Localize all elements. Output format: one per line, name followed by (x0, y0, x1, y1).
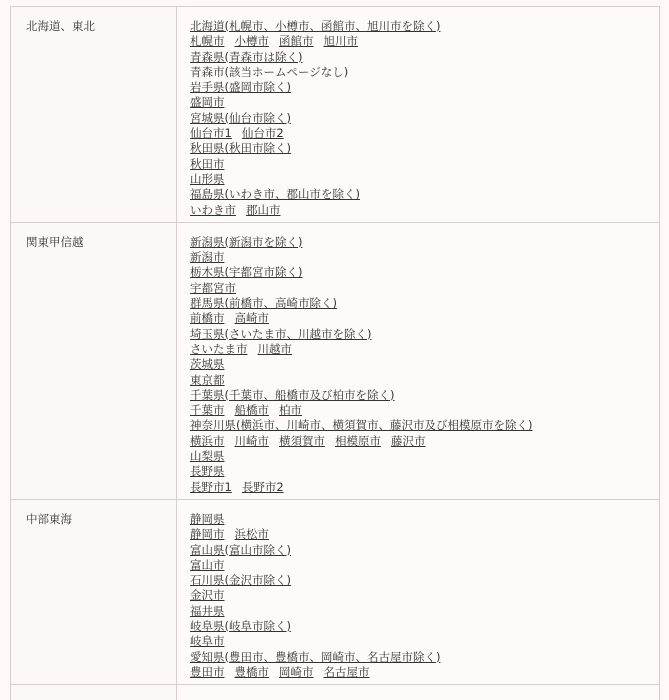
municipality-link[interactable]: 新潟県(新潟市を除く) (190, 234, 303, 249)
link-line (190, 19, 659, 34)
link-line (190, 311, 659, 326)
municipality-link[interactable]: 函館市 (279, 34, 314, 49)
municipality-link[interactable]: 栃木県(宇都宮市除く) (190, 265, 303, 280)
region-row (11, 222, 660, 499)
link-line (190, 480, 659, 495)
municipality-link[interactable]: 札幌市 (190, 34, 225, 49)
municipality-link[interactable]: 浜松市 (234, 527, 269, 542)
municipality-link[interactable]: 川崎市 (234, 433, 269, 448)
link-line (190, 235, 659, 250)
municipality-link[interactable]: 船橋市 (234, 403, 269, 418)
link-line (190, 665, 659, 680)
municipality-link[interactable]: 仙台市2 (241, 126, 284, 141)
link-line (190, 250, 659, 265)
region-name: 中部東海 (11, 499, 177, 684)
region-link-list (177, 7, 660, 223)
municipality-link[interactable]: 名古屋市 (323, 664, 370, 679)
link-line (190, 588, 659, 603)
municipality-link[interactable]: 富山市 (190, 557, 225, 572)
municipality-link[interactable]: 柏市 (279, 403, 302, 418)
municipality-link[interactable]: 宇都宮市 (190, 280, 236, 295)
region-link-list (177, 499, 660, 684)
municipality-link[interactable]: 富山県(富山市除く) (190, 542, 291, 557)
region-name: 北海道、東北 (11, 7, 177, 223)
municipality-link[interactable]: 岐阜県(岐阜市除く) (190, 618, 291, 633)
link-line (190, 65, 659, 80)
link-line (190, 50, 659, 65)
region-name-cell-partial (11, 685, 177, 700)
municipality-link[interactable]: 横浜市 (190, 433, 225, 448)
municipality-link[interactable]: 東京都 (190, 372, 225, 387)
link-line (190, 265, 659, 280)
link-line (190, 34, 659, 49)
region-name: 関東甲信越 (11, 222, 177, 499)
link-line (190, 281, 659, 296)
link-line (190, 111, 659, 126)
municipality-link[interactable]: 千葉県(千葉市、船橋市及び柏市を除く) (190, 387, 395, 402)
link-line (190, 342, 659, 357)
municipality-link[interactable]: 豊橋市 (234, 664, 269, 679)
municipality-link[interactable]: 豊田市 (190, 664, 225, 679)
municipality-link[interactable]: 高崎市 (234, 311, 269, 326)
link-line (190, 327, 659, 342)
link-line (190, 388, 659, 403)
link-line (190, 464, 659, 479)
municipality-link[interactable]: 横須賀市 (279, 433, 325, 448)
link-line (190, 187, 659, 202)
municipality-link[interactable]: 山梨県 (190, 449, 225, 464)
region-link-list (177, 222, 660, 499)
region-links-cell-partial (177, 685, 660, 700)
link-line (190, 634, 659, 649)
municipality-link[interactable]: 静岡県 (190, 511, 225, 526)
link-line (190, 172, 659, 187)
region-row (11, 7, 660, 223)
municipality-link[interactable]: 北海道(札幌市、小樽市、函館市、旭川市を除く) (190, 19, 441, 33)
region-row-partial (11, 685, 660, 700)
municipality-link[interactable]: 金沢市 (190, 588, 225, 603)
link-line (190, 157, 659, 172)
municipality-link[interactable]: 岐阜市 (190, 634, 225, 649)
municipality-link[interactable]: 新潟市 (190, 250, 225, 265)
link-line (190, 95, 659, 110)
link-line (190, 619, 659, 634)
link-line (190, 373, 659, 388)
municipality-link[interactable]: 前橋市 (190, 311, 225, 326)
municipality-link[interactable]: 秋田市 (190, 156, 225, 171)
municipality-link[interactable]: さいたま市 (190, 341, 248, 356)
municipality-link[interactable]: 静岡市 (190, 527, 225, 542)
municipality-link[interactable]: 千葉市 (190, 403, 225, 418)
municipality-link[interactable]: 群馬県(前橋市、高崎市除く) (190, 296, 337, 311)
link-line (190, 449, 659, 464)
region-links-table (10, 6, 660, 700)
municipality-link[interactable]: 旭川市 (323, 34, 358, 49)
municipality-link[interactable]: 石川県(金沢市除く) (190, 573, 291, 588)
municipality-link[interactable]: 福井県 (190, 603, 225, 618)
link-line (190, 527, 659, 542)
link-line (190, 126, 659, 141)
municipality-link[interactable]: 埼玉県(さいたま市、川越市を除く) (190, 326, 372, 341)
link-line (190, 434, 659, 449)
link-line (190, 357, 659, 372)
link-line (190, 650, 659, 665)
municipality-link[interactable]: 川越市 (257, 341, 292, 356)
link-line (190, 604, 659, 619)
municipality-link[interactable]: 盛岡市 (190, 95, 225, 110)
link-line (190, 573, 659, 588)
municipality-link[interactable]: 宮城県(仙台市除く) (190, 110, 291, 125)
municipality-link[interactable]: 岩手県(盛岡市除く) (190, 80, 291, 95)
municipality-link[interactable]: 神奈川県(横浜市、川崎市、横須賀市、藤沢市及び相模原市を除く) (190, 418, 533, 433)
municipality-link[interactable]: 長野市2 (241, 479, 284, 494)
link-line (190, 418, 659, 433)
link-line (190, 80, 659, 95)
link-line (190, 558, 659, 573)
municipality-link[interactable]: いわき市 (190, 202, 236, 217)
link-line (190, 203, 659, 218)
region-row (11, 499, 660, 684)
municipality-link[interactable]: 郡山市 (246, 202, 281, 217)
link-line (190, 141, 659, 156)
municipality-link[interactable]: 藤沢市 (391, 433, 426, 448)
municipality-link[interactable]: 秋田県(秋田市除く) (190, 141, 291, 156)
municipality-link[interactable]: 長野県 (190, 464, 225, 479)
municipality-link[interactable]: 岡崎市 (279, 664, 314, 679)
municipality-link[interactable]: 長野市1 (190, 479, 232, 494)
municipality-link[interactable]: 山形県 (190, 171, 225, 186)
link-line (190, 403, 659, 418)
region-table-body (11, 7, 660, 700)
link-line (190, 543, 659, 558)
link-line (190, 512, 659, 527)
no-homepage-note: 青森市(該当ホームページなし) (190, 64, 349, 79)
municipality-link[interactable]: 愛知県(豊田市、豊橋市、岡崎市、名古屋市除く) (190, 649, 441, 664)
municipality-link[interactable]: 仙台市1 (190, 126, 232, 141)
link-line (190, 296, 659, 311)
municipality-link[interactable]: 福島県(いわき市、郡山市を除く) (190, 187, 360, 202)
municipality-link[interactable]: 小樽市 (234, 34, 269, 49)
municipality-link[interactable]: 相模原市 (335, 433, 381, 448)
municipality-link[interactable]: 青森県(青森市は除く) (190, 49, 303, 64)
municipality-link[interactable]: 茨城県 (190, 357, 225, 372)
